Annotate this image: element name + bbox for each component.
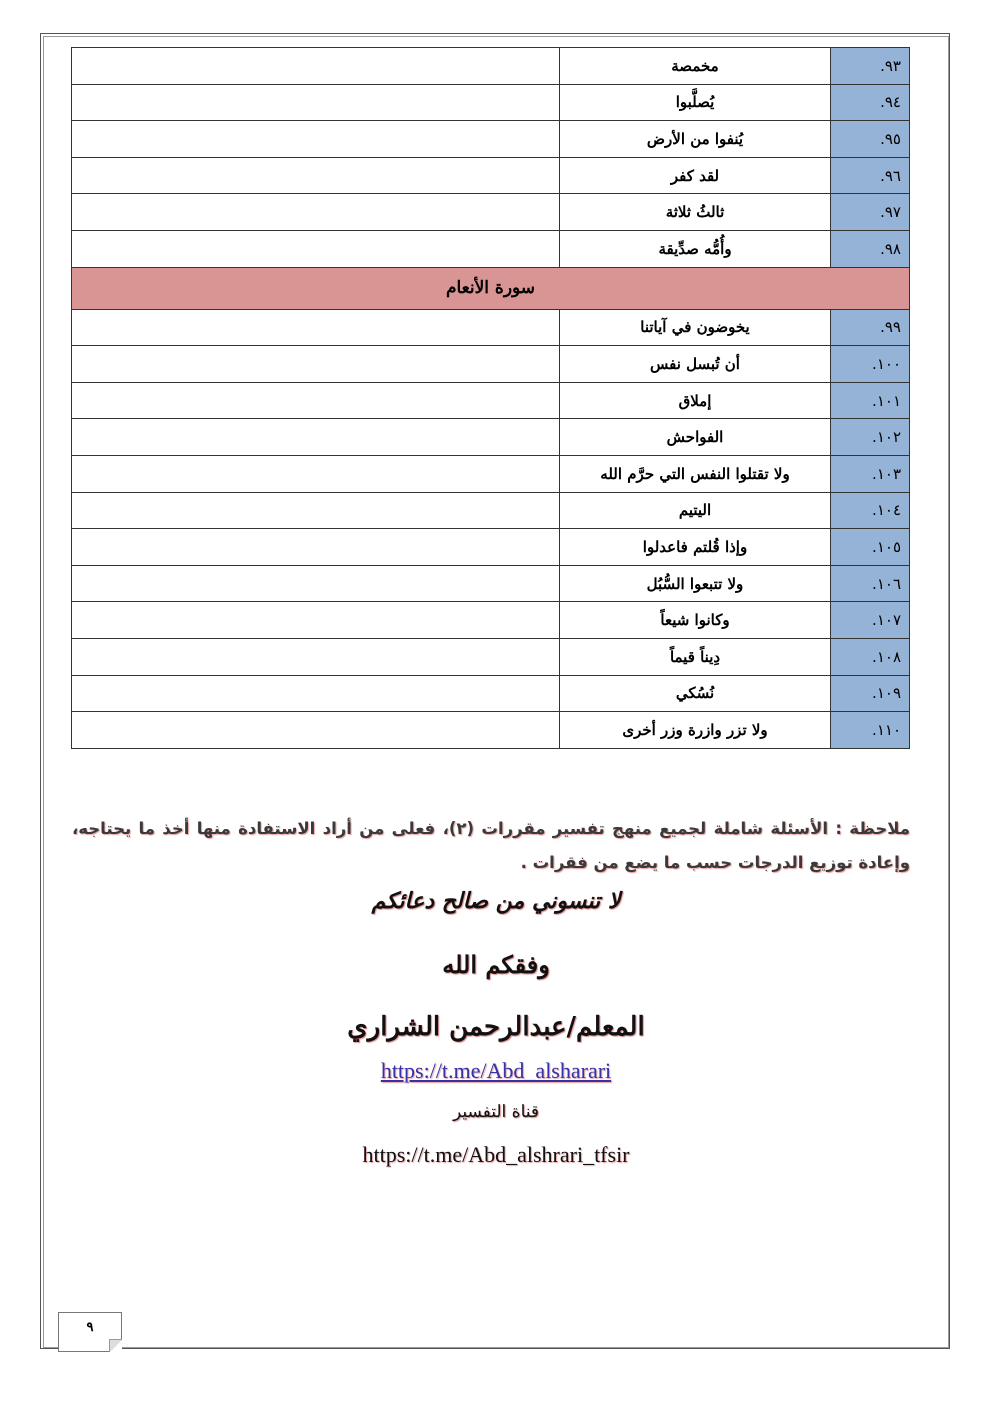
table-row [72, 675, 910, 712]
table-row [72, 455, 910, 492]
table-row [72, 602, 910, 639]
author-name: المعلم/عبدالرحمن الشراري [347, 1012, 645, 1042]
answer-cell[interactable] [72, 84, 560, 121]
item-number: ١٠٩. [831, 675, 910, 712]
vocabulary-word: الفواحش [560, 419, 831, 456]
answer-cell[interactable] [72, 419, 560, 456]
answer-cell[interactable] [72, 48, 560, 85]
table-row [72, 529, 910, 566]
vocabulary-word: وإذا قُلتم فاعدلوا [560, 529, 831, 566]
table-row [72, 565, 910, 602]
vocabulary-word: دِيناً قيماً [560, 638, 831, 675]
table-row [72, 419, 910, 456]
table-row [72, 712, 910, 749]
answer-cell[interactable] [72, 157, 560, 194]
table-row [72, 309, 910, 346]
item-number: ٩٩. [831, 309, 910, 346]
table-row [72, 157, 910, 194]
answer-cell[interactable] [72, 565, 560, 602]
item-number: ١٠٦. [831, 565, 910, 602]
item-number: ١٠٥. [831, 529, 910, 566]
item-number: ١٠٨. [831, 638, 910, 675]
item-number: ٩٤. [831, 84, 910, 121]
vocabulary-table [71, 47, 910, 749]
vocabulary-word: ثالثُ ثلاثة [560, 194, 831, 231]
section-row [72, 267, 910, 309]
table-row [72, 382, 910, 419]
answer-cell[interactable] [72, 346, 560, 383]
vocabulary-word: إملاق [560, 382, 831, 419]
answer-cell[interactable] [72, 455, 560, 492]
dua-text: لا تنسوني من صالح دعائكم [371, 888, 621, 914]
answer-cell[interactable] [72, 712, 560, 749]
answer-cell[interactable] [72, 675, 560, 712]
note-text: ملاحظة : الأسئلة شاملة لجميع منهج تفسير مقررات (٢)، فعلى من أراد الاستفادة منها أخذ ما يحتاجه، وإعادة توزيع الدرجات حسب ما يضع من فقرات . [72, 819, 910, 872]
item-number: ٩٧. [831, 194, 910, 231]
page-number: ٩ [58, 1312, 122, 1352]
vocabulary-word: نُسُكي [560, 675, 831, 712]
item-number: ٩٨. [831, 230, 910, 267]
answer-cell[interactable] [72, 492, 560, 529]
table-row [72, 638, 910, 675]
vocabulary-word: يُنفوا من الأرض [560, 121, 831, 158]
answer-cell[interactable] [72, 382, 560, 419]
item-number: ٩٦. [831, 157, 910, 194]
table-row [72, 84, 910, 121]
answer-cell[interactable] [72, 121, 560, 158]
answer-cell[interactable] [72, 194, 560, 231]
vocabulary-word: ولا تقتلوا النفس التي حرَّم الله [560, 455, 831, 492]
answer-cell[interactable] [72, 638, 560, 675]
vocabulary-word: اليتيم [560, 492, 831, 529]
table-row [72, 48, 910, 85]
answer-cell[interactable] [72, 602, 560, 639]
table-row [72, 194, 910, 231]
vocabulary-word: وأُمُّه صدِّيقة [560, 230, 831, 267]
item-number: ١٠٧. [831, 602, 910, 639]
item-number: ١٠١. [831, 382, 910, 419]
vocabulary-word: مخمصة [560, 48, 831, 85]
section-title: سورة الأنعام [72, 267, 910, 309]
channel-link[interactable]: https://t.me/Abd_alshrari_tfsir [362, 1142, 630, 1167]
vocabulary-word: لقد كفر [560, 157, 831, 194]
table-row [72, 121, 910, 158]
answer-cell[interactable] [72, 230, 560, 267]
item-number: ١٠٠. [831, 346, 910, 383]
item-number: ٩٣. [831, 48, 910, 85]
answer-cell[interactable] [72, 529, 560, 566]
item-number: ١٠٣. [831, 455, 910, 492]
wish-text: وفقكم الله [442, 950, 550, 979]
item-number: ٩٥. [831, 121, 910, 158]
item-number: ١٠٢. [831, 419, 910, 456]
vocabulary-word: وكانوا شيعاً [560, 602, 831, 639]
vocabulary-word: أن تُبسل نفس [560, 346, 831, 383]
answer-cell[interactable] [72, 309, 560, 346]
table-row [72, 492, 910, 529]
telegram-link[interactable]: https://t.me/Abd_alsharari [380, 1058, 612, 1083]
table-row [72, 346, 910, 383]
vocabulary-word: يخوضون في آياتنا [560, 309, 831, 346]
vocabulary-word: ولا تتبعوا السُّبُل [560, 565, 831, 602]
item-number: ١١٠. [831, 712, 910, 749]
vocabulary-word: يُصلَّبوا [560, 84, 831, 121]
vocabulary-word: ولا تزر وازرة وزر أخرى [560, 712, 831, 749]
item-number: ١٠٤. [831, 492, 910, 529]
channel-label: قناة التفسير [452, 1102, 540, 1122]
table-row [72, 230, 910, 267]
